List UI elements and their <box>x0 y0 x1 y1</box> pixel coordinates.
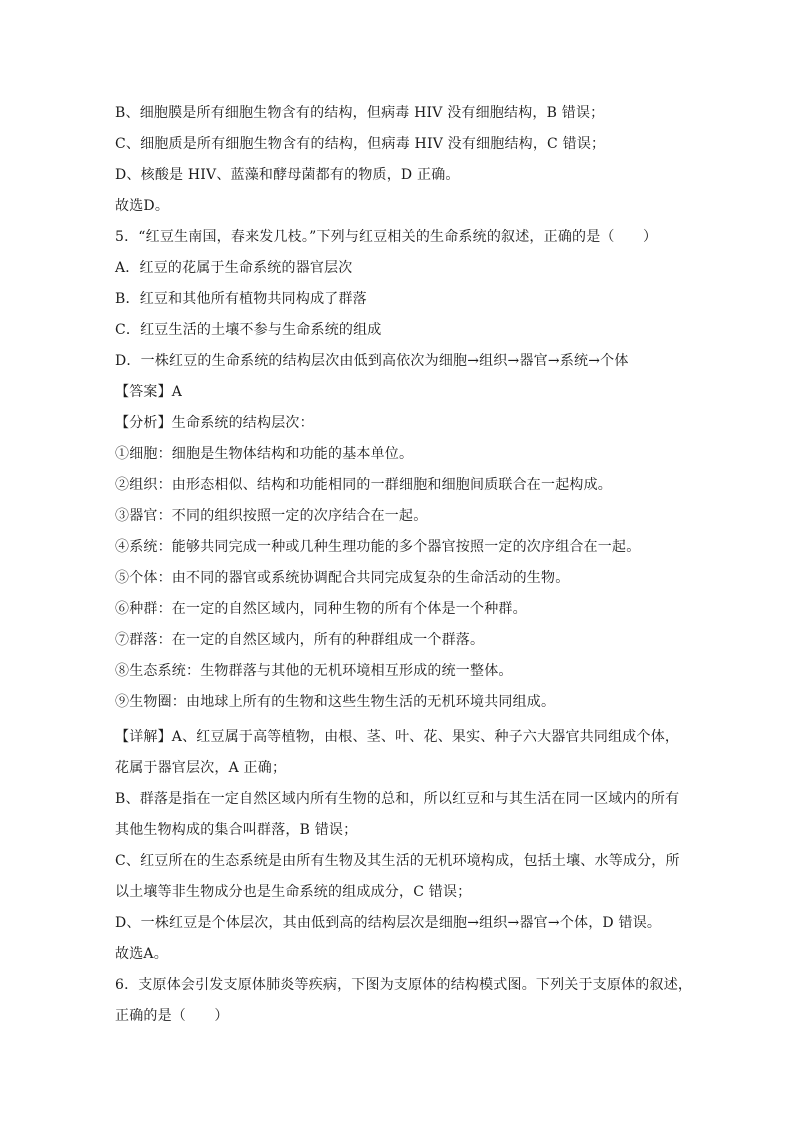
text-line: C、细胞质是所有细胞生物含有的结构，但病毒 HIV 没有细胞结构，C 错误； <box>115 136 606 152</box>
option-b: B．红豆和其他所有植物共同构成了群落 <box>115 291 367 307</box>
answer-line: 【答案】A <box>115 384 183 400</box>
analysis-item: ④系统：能够共同完成一种或几种生理功能的多个器官按照一定的次序组合在一起。 <box>115 539 641 555</box>
text-line: B、细胞膜是所有细胞生物含有的结构，但病毒 HIV 没有细胞结构，B 错误； <box>115 105 605 121</box>
analysis-item: ⑧生态系统：生物群落与其他的无机环境相互形成的统一整体。 <box>115 663 513 679</box>
detail-line: 以土壤等非生物成分也是生命系统的组成成分，C 错误； <box>115 884 472 900</box>
analysis-item: ⑦群落：在一定的自然区域内，所有的种群组成一个群落。 <box>115 632 485 648</box>
analysis-item: ③器官：不同的组织按照一定的次序结合在一起。 <box>115 508 428 524</box>
choice-line: 故选A。 <box>115 946 168 962</box>
analysis-item: ⑥种群：在一定的自然区域内，同种生物的所有个体是一个种群。 <box>115 601 527 617</box>
question-5-stem: 5．“红豆生南国，春来发几枝。”下列与红豆相关的生命系统的叙述，正确的是（ ） <box>115 229 658 245</box>
detail-line: 其他生物构成的集合叫群落，B 错误； <box>115 822 358 838</box>
detail-line: 【详解】A、红豆属于高等植物，由根、茎、叶、花、果实、种子六大器官共同组成个体， <box>115 729 680 745</box>
analysis-item: ⑨生物圈：由地球上所有的生物和这些生物生活的无机环境共同组成。 <box>115 694 556 710</box>
text-line: 故选D。 <box>115 198 170 214</box>
question-6-stem: 6．支原体会引发支原体肺炎等疾病，下图为支原体的结构模式图。下列关于支原体的叙述， <box>115 977 693 993</box>
analysis-item: ①细胞：细胞是生物体结构和功能的基本单位。 <box>115 446 414 462</box>
question-6-stem-cont: 正确的是（ ） <box>115 1008 229 1024</box>
option-d: D．一株红豆的生命系统的结构层次由低到高依次为细胞→组织→器官→系统→个体 <box>115 353 629 369</box>
detail-line: 花属于器官层次，A 正确； <box>115 760 287 776</box>
option-a: A．红豆的花属于生命系统的器官层次 <box>115 260 353 276</box>
detail-line: D、一株红豆是个体层次，其由低到高的结构层次是细胞→组织→器官→个体，D 错误。 <box>115 915 662 931</box>
analysis-item: ⑤个体：由不同的器官或系统协调配合共同完成复杂的生命活动的生物。 <box>115 570 570 586</box>
option-c: C．红豆生活的土壤不参与生命系统的组成 <box>115 322 382 338</box>
detail-line: C、红豆所在的生态系统是由所有生物及其生活的无机环境构成，包括土壤、水等成分，所 <box>115 853 680 869</box>
analysis-item: ②组织：由形态相似、结构和功能相同的一群细胞和细胞间质联合在一起构成。 <box>115 477 612 493</box>
analysis-heading: 【分析】生命系统的结构层次： <box>115 415 314 431</box>
text-line: D、核酸是 HIV、蓝藻和酵母菌都有的物质，D 正确。 <box>115 167 460 183</box>
detail-line: B、群落是指在一定自然区域内所有生物的总和，所以红豆和与其生活在同一区域内的所有 <box>115 791 680 807</box>
